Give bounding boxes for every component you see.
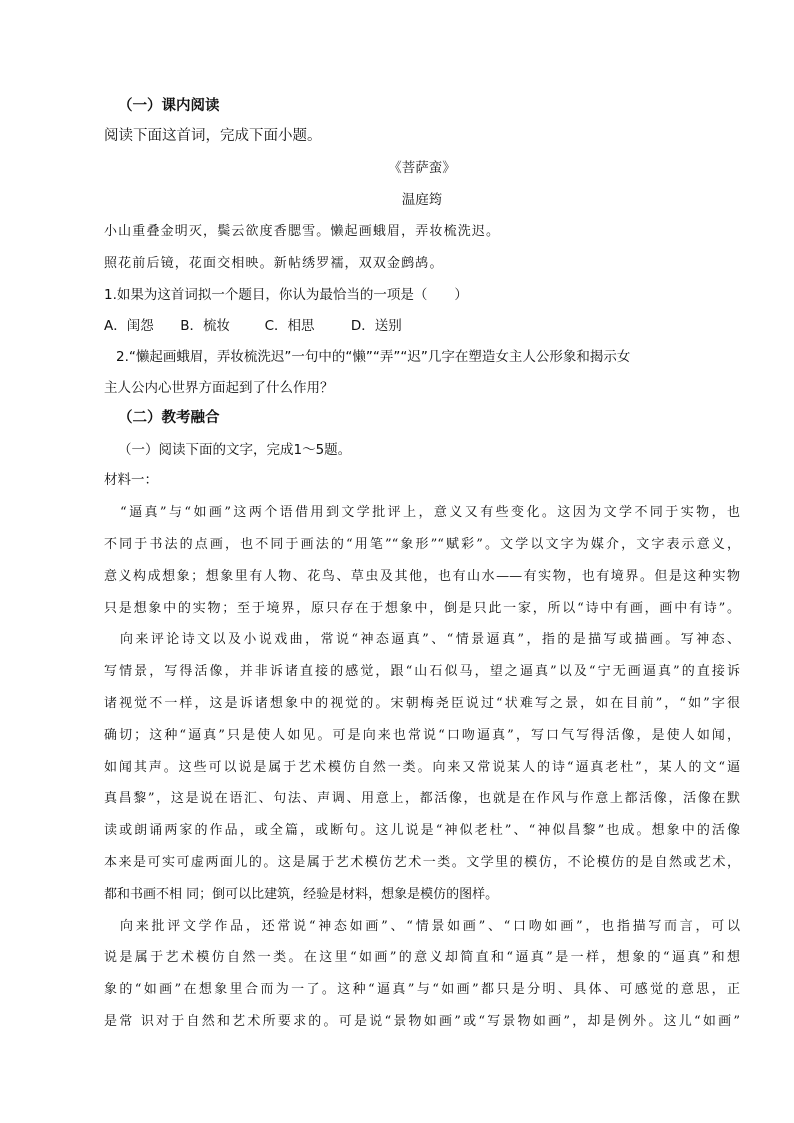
section1-instruction: 阅读下面这首词，完成下面小题。	[104, 128, 322, 144]
question-2-line-2: 主人公内心世界方面起到了什么作用？	[104, 380, 334, 396]
option-c: C．相思	[264, 318, 315, 334]
section1-heading: （一）课内阅读	[118, 97, 220, 114]
paragraph-2-line: 确切；这种“逼真”只是使人如见。可是向来也常说“口吻逼真”，写口气写得活像，是使人如闻，	[104, 728, 740, 743]
question-1-stem: 1.如果为这首词拟一个题目，你认为最恰当的一项是（ ）	[104, 287, 468, 303]
option-a: A．闺怨	[104, 318, 154, 334]
poem-title: 《菩萨蛮》	[388, 160, 456, 176]
section2-heading: （二）教考融合	[118, 409, 220, 426]
option-b: B．梳妆	[180, 318, 231, 334]
paragraph-3-line: 向来批评文学作品，还常说“神态如画”、“情景如画”、“口吻如画”，也指描写而言，可以	[120, 919, 740, 934]
poem-line-1: 小山重叠金明灭，鬓云欲度香腮雪。懒起画蛾眉，弄妆梳洗迟。	[104, 224, 501, 239]
paragraph-2-line: 本来是可实可虚两面儿的。这是属于艺术模仿艺术一类。文学里的模仿，不论模仿的是自然或艺术，	[104, 855, 740, 870]
paragraph-2-line: 如闻其声。这些可以说是属于艺术模仿自然一类。向来又常说某人的诗“逼真老杜”，某人的文“逼	[104, 760, 740, 775]
question-1-options	[104, 316, 740, 336]
paragraph-2-line: 真昌黎”，这是说在语汇、句法、声调、用意上，都活像，也就是在作风与作意上都活像，活像在默	[104, 791, 740, 806]
question-2-line-1: 2.“懒起画蛾眉，弄妆梳洗迟”一句中的“懒”“弄”“迟”几字在塑造女主人公形象和揭示女	[116, 349, 631, 365]
paragraph-3-line: 是常 识对于自然和艺术所要求的。可是说“景物如画”或“写景物如画”，却是例外。这儿“如画”	[104, 1014, 740, 1029]
paragraph-2-line: 写情景，写得活像，并非诉诸直接的感觉，跟“山石似马，望之逼真”以及“宁无画逼真”的直接诉	[104, 664, 740, 679]
paragraph-1-line: 不同于书法的点画，也不同于画法的“用笔”“象形”“赋彩”。文学以文字为媒介，文字表示意义，	[104, 537, 740, 552]
paragraph-3-line: 说是属于艺术模仿自然一类。在这里“如画”的意义却简直和“逼真”是一样，想象的“逼真”和想	[104, 950, 740, 965]
paragraph-2-line: 读或朗诵两家的作品，或全篇，或断句。这儿说是“神似老杜”、“神似昌黎”也成。想象中的活像	[104, 823, 740, 838]
paragraph-2-line: 都和书画不相 同；倒可以比建筑，经验是材料，想象是模仿的图样。	[104, 887, 499, 902]
paragraph-1-line: 只是想象中的实物；至于境界，原只存在于想象中，倒是只此一家，所以“诗中有画，画中有诗”。	[104, 601, 740, 616]
material-label: 材料一：	[104, 472, 158, 488]
paragraph-1-line: “逼真”与“如画”这两个语借用到文学批评上，意义又有些变化。这因为文学不同于实物，也	[120, 505, 740, 520]
paragraph-2-line: 诸视觉不一样，这是诉诸想象中的视觉的。宋朝梅尧臣说过“状难写之景，如在目前”，“如”字很	[104, 696, 740, 711]
option-d: D．送别	[350, 318, 402, 334]
poem-line-2: 照花前后镜，花面交相映。新帖绣罗襦，双双金鹧鸪。	[104, 256, 444, 271]
paragraph-2-line: 向来评论诗文以及小说戏曲，常说“神态逼真”、“情景逼真”，指的是描写或描画。写神态、	[120, 632, 740, 647]
paragraph-1-line: 意义构成想象；想象里有人物、花鸟、草虫及其他，也有山水——有实物，也有境界。但是这种实物	[104, 569, 740, 584]
paragraph-3-line: 象的“如画”在想象里合而为一了。这种“逼真”与“如画”都只是分明、具体、可感觉的意思，正	[104, 982, 740, 997]
section2-instruction: （一）阅读下面的文字，完成1～5题。	[118, 442, 352, 458]
poem-author: 温庭筠	[401, 192, 443, 208]
